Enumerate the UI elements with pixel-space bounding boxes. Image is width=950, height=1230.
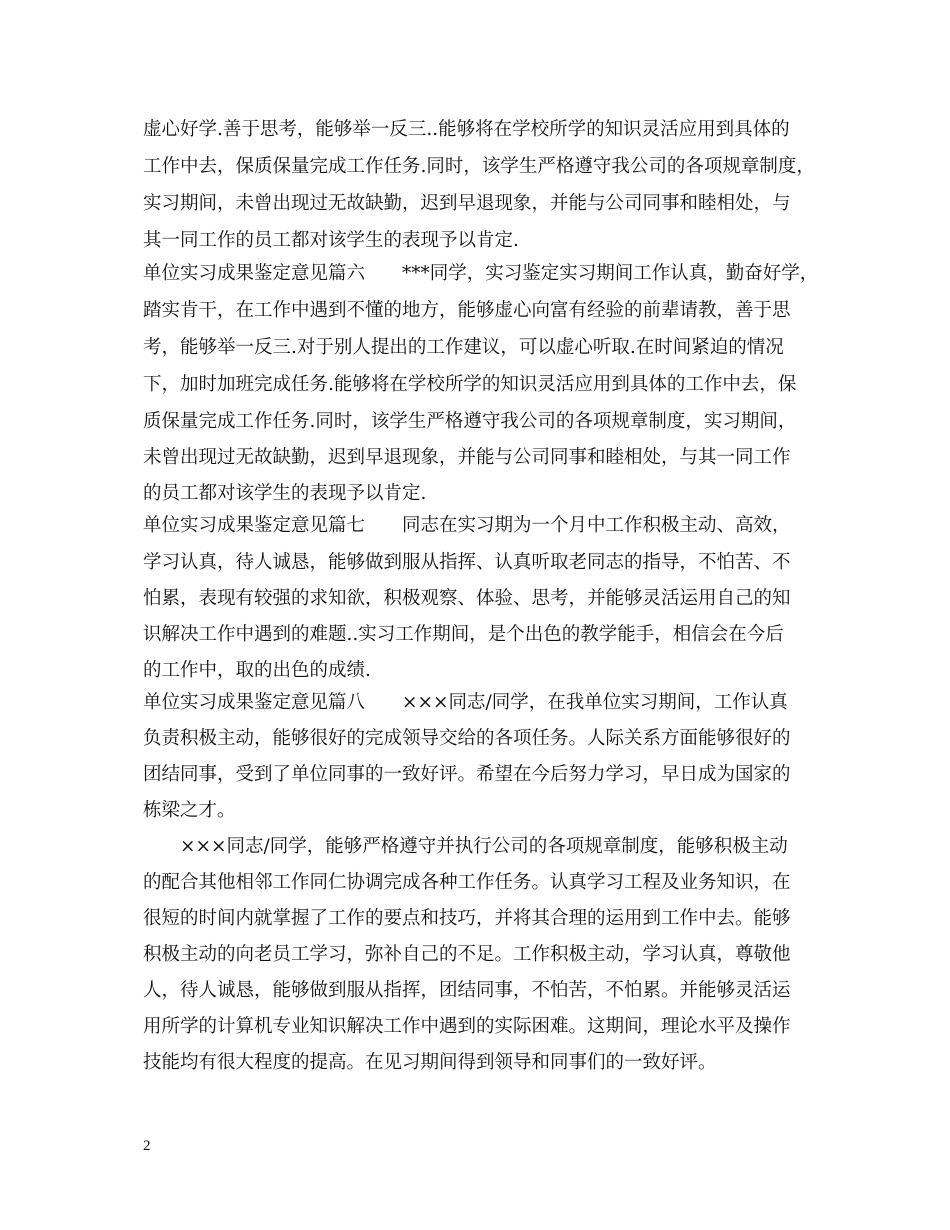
text-line: 用所学的计算机专业知识解决工作中遇到的实际困难。这期间，理论水平及操作 (143, 1016, 791, 1037)
text-line: 单位实习成果鉴定意见篇六 ***同学，实习鉴定实习期间工作认真，勤奋好学， (143, 263, 819, 284)
text-line: 下，加时加班完成任务.能够将在学校所学的知识灵活应用到具体的工作中去，保 (143, 374, 797, 395)
text-line: 的员工都对该学生的表现予以肯定. (143, 483, 427, 504)
text-line: 学习认真，待人诚恳，能够做到服从指挥、认真听取老同志的指导，不怕苦、不 (143, 552, 791, 573)
text-line: ×××同志/同学，能够严格遵守并执行公司的各项规章制度，能够积极主动 (143, 836, 788, 857)
text-line: 团结同事，受到了单位同事的一致好评。希望在今后努力学习，早日成为国家的 (143, 764, 791, 785)
text-line: 的配合其他相邻工作同仁协调完成各种工作任务。认真学习工程及业务知识，在 (143, 872, 791, 893)
text-line: 积极主动的向老员工学习，弥补自己的不足。工作积极主动，学习认真，尊敬他 (143, 944, 791, 965)
text-line: 实习期间，未曾出现过无故缺勤，迟到早退现象，并能与公司同事和睦相处，与 (143, 193, 791, 214)
text-line: 虚心好学.善于思考，能够举一反三..能够将在学校所学的知识灵活应用到具体的 (143, 119, 790, 140)
text-line: 很短的时间内就掌握了工作的要点和技巧，并将其合理的运用到工作中去。能够 (143, 908, 791, 929)
text-line: 栋梁之才。 (143, 800, 236, 821)
text-line: 人，待人诚恳，能够做到服从指挥，团结同事，不怕苦，不怕累。并能够灵活运 (143, 980, 791, 1001)
text-line: 负责积极主动，能够很好的完成领导交给的各项任务。人际关系方面能够很好的 (143, 728, 791, 749)
text-line: 单位实习成果鉴定意见篇八 ×××同志/同学，在我单位实习期间，工作认真 (143, 692, 788, 713)
text-line: 踏实肯干，在工作中遇到不懂的地方，能够虚心向富有经验的前辈请教，善于思 (143, 300, 791, 321)
text-line: 工作中去，保质保量完成工作任务.同时，该学生严格遵守我公司的各项规章制度， (143, 156, 815, 177)
text-line: 未曾出现过无故缺勤，迟到早退现象，并能与公司同事和睦相处，与其一同工作 (143, 447, 791, 468)
text-line: 质保量完成工作任务.同时，该学生严格遵守我公司的各项规章制度，实习期间， (143, 411, 797, 432)
text-line: 的工作中，取的出色的成绩. (143, 660, 371, 681)
text-line: 其一同工作的员工都对该学生的表现予以肯定. (143, 230, 519, 251)
text-line: 识解决工作中遇到的难题..实习工作期间，是个出色的教学能手，相信会在今后 (143, 624, 784, 645)
text-line: 考，能够举一反三.对于别人提出的工作建议，可以虚心听取.在时间紧迫的情况 (143, 337, 784, 358)
text-line: 怕累，表现有较强的求知欲，积极观察、体验、思考，并能够灵活运用自己的知 (143, 588, 791, 609)
text-line: 单位实习成果鉴定意见篇七 同志在实习期为一个月中工作积极主动、高效， (143, 515, 791, 536)
page-number: 2 (143, 1138, 151, 1154)
text-line: 技能均有很大程度的提高。在见习期间得到领导和同事们的一致好评。 (143, 1052, 717, 1073)
